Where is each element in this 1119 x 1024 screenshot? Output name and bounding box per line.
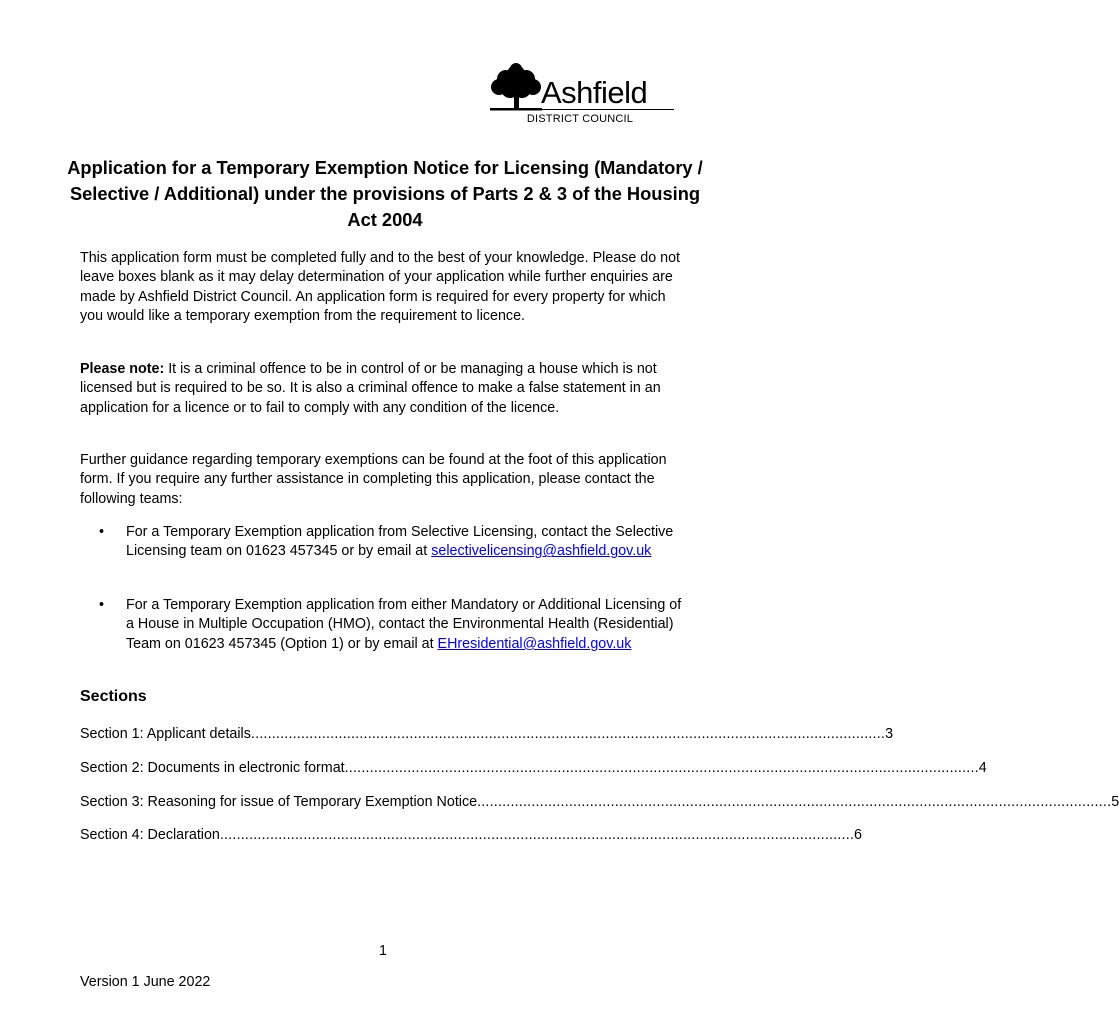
bullet-icon: • (99, 597, 105, 613)
toc-entry-section-3[interactable] (80, 793, 1119, 811)
note-paragraph (80, 360, 692, 418)
guidance-paragraph: Further guidance regarding temporary exemptions can be found at the foot of this application form. If you require any further assistance in completing this application, please contact the following teams: (80, 452, 667, 507)
toc-page-number: 5 (1111, 794, 1119, 810)
document-title: Application for a Temporary Exemption Notice for Licensing (Mandatory / Selective / Additional) under the provisions of Parts 2 & 3 of the Housing Act 2004 (67, 157, 703, 230)
toc-entry-label: Section 4: Declaration (80, 827, 220, 843)
sections-heading: Sections (80, 688, 147, 705)
toc-leader: ........................................................................................................................................................ (344, 760, 979, 776)
logo-divider (526, 109, 674, 110)
version-footer: Version 1 June 2022 (80, 974, 211, 990)
intro-paragraph: This application form must be completed fully and to the best of your knowledge. Please do not leave boxes blank as it may delay determination of your application while further enquiries are made by Ashfield District Council. An application form is required for every property for which you would like a temporary exemption from the requirement to licence. (80, 250, 681, 325)
logo-name: Ashfield (541, 75, 648, 110)
toc-entry-section-1[interactable] (80, 725, 894, 743)
eh-residential-email-link[interactable]: EHresidential@ashfield.gov.uk (437, 635, 632, 652)
selective-licensing-email-link[interactable]: selectivelicensing@ashfield.gov.uk (431, 543, 652, 560)
toc-leader: ........................................................................................................................................................ (477, 794, 1112, 810)
council-logo (486, 62, 678, 128)
list-item-text (126, 596, 692, 654)
contact-text: For a Temporary Exemption application from Selective Licensing, contact the Selective Licensing team on 01623 457345 or by email at (126, 524, 674, 560)
bullet-icon: • (99, 524, 105, 540)
list-item-text (126, 523, 692, 562)
toc-entry-label: Section 2: Documents in electronic format (80, 760, 345, 776)
toc-entry-label: Section 3: Reasoning for issue of Temporary Exemption Notice (80, 794, 478, 810)
logo-subtitle: DISTRICT COUNCIL (526, 113, 634, 125)
note-label: Please note: (80, 361, 165, 377)
tree-icon (486, 62, 548, 114)
toc-page-number: 3 (885, 726, 894, 742)
contact-text: For a Temporary Exemption application from either Mandatory or Additional Licensing of a House in Multiple Occupation (HMO), contact the Environmental Health (Residential) Team on 01623 457345 (Option 1) or by email at (126, 597, 682, 652)
toc-leader: ........................................................................................................................................................ (219, 827, 855, 843)
note-text: It is a criminal offence to be in control of or be managing a house which is not licensed but is required to be so. It is also a criminal offence to make a false statement in an application for a licence or to fail to comply with any condition of the licence. (80, 361, 661, 416)
page-number: 1 (379, 943, 387, 959)
toc-entry-section-4[interactable] (80, 826, 862, 844)
toc-leader: ........................................................................................................................................................ (250, 726, 886, 742)
toc-entry-section-2[interactable] (80, 759, 987, 777)
toc-page-number: 6 (854, 827, 862, 843)
toc-entry-label: Section 1: Applicant details (80, 726, 251, 742)
toc-page-number: 4 (978, 760, 987, 776)
